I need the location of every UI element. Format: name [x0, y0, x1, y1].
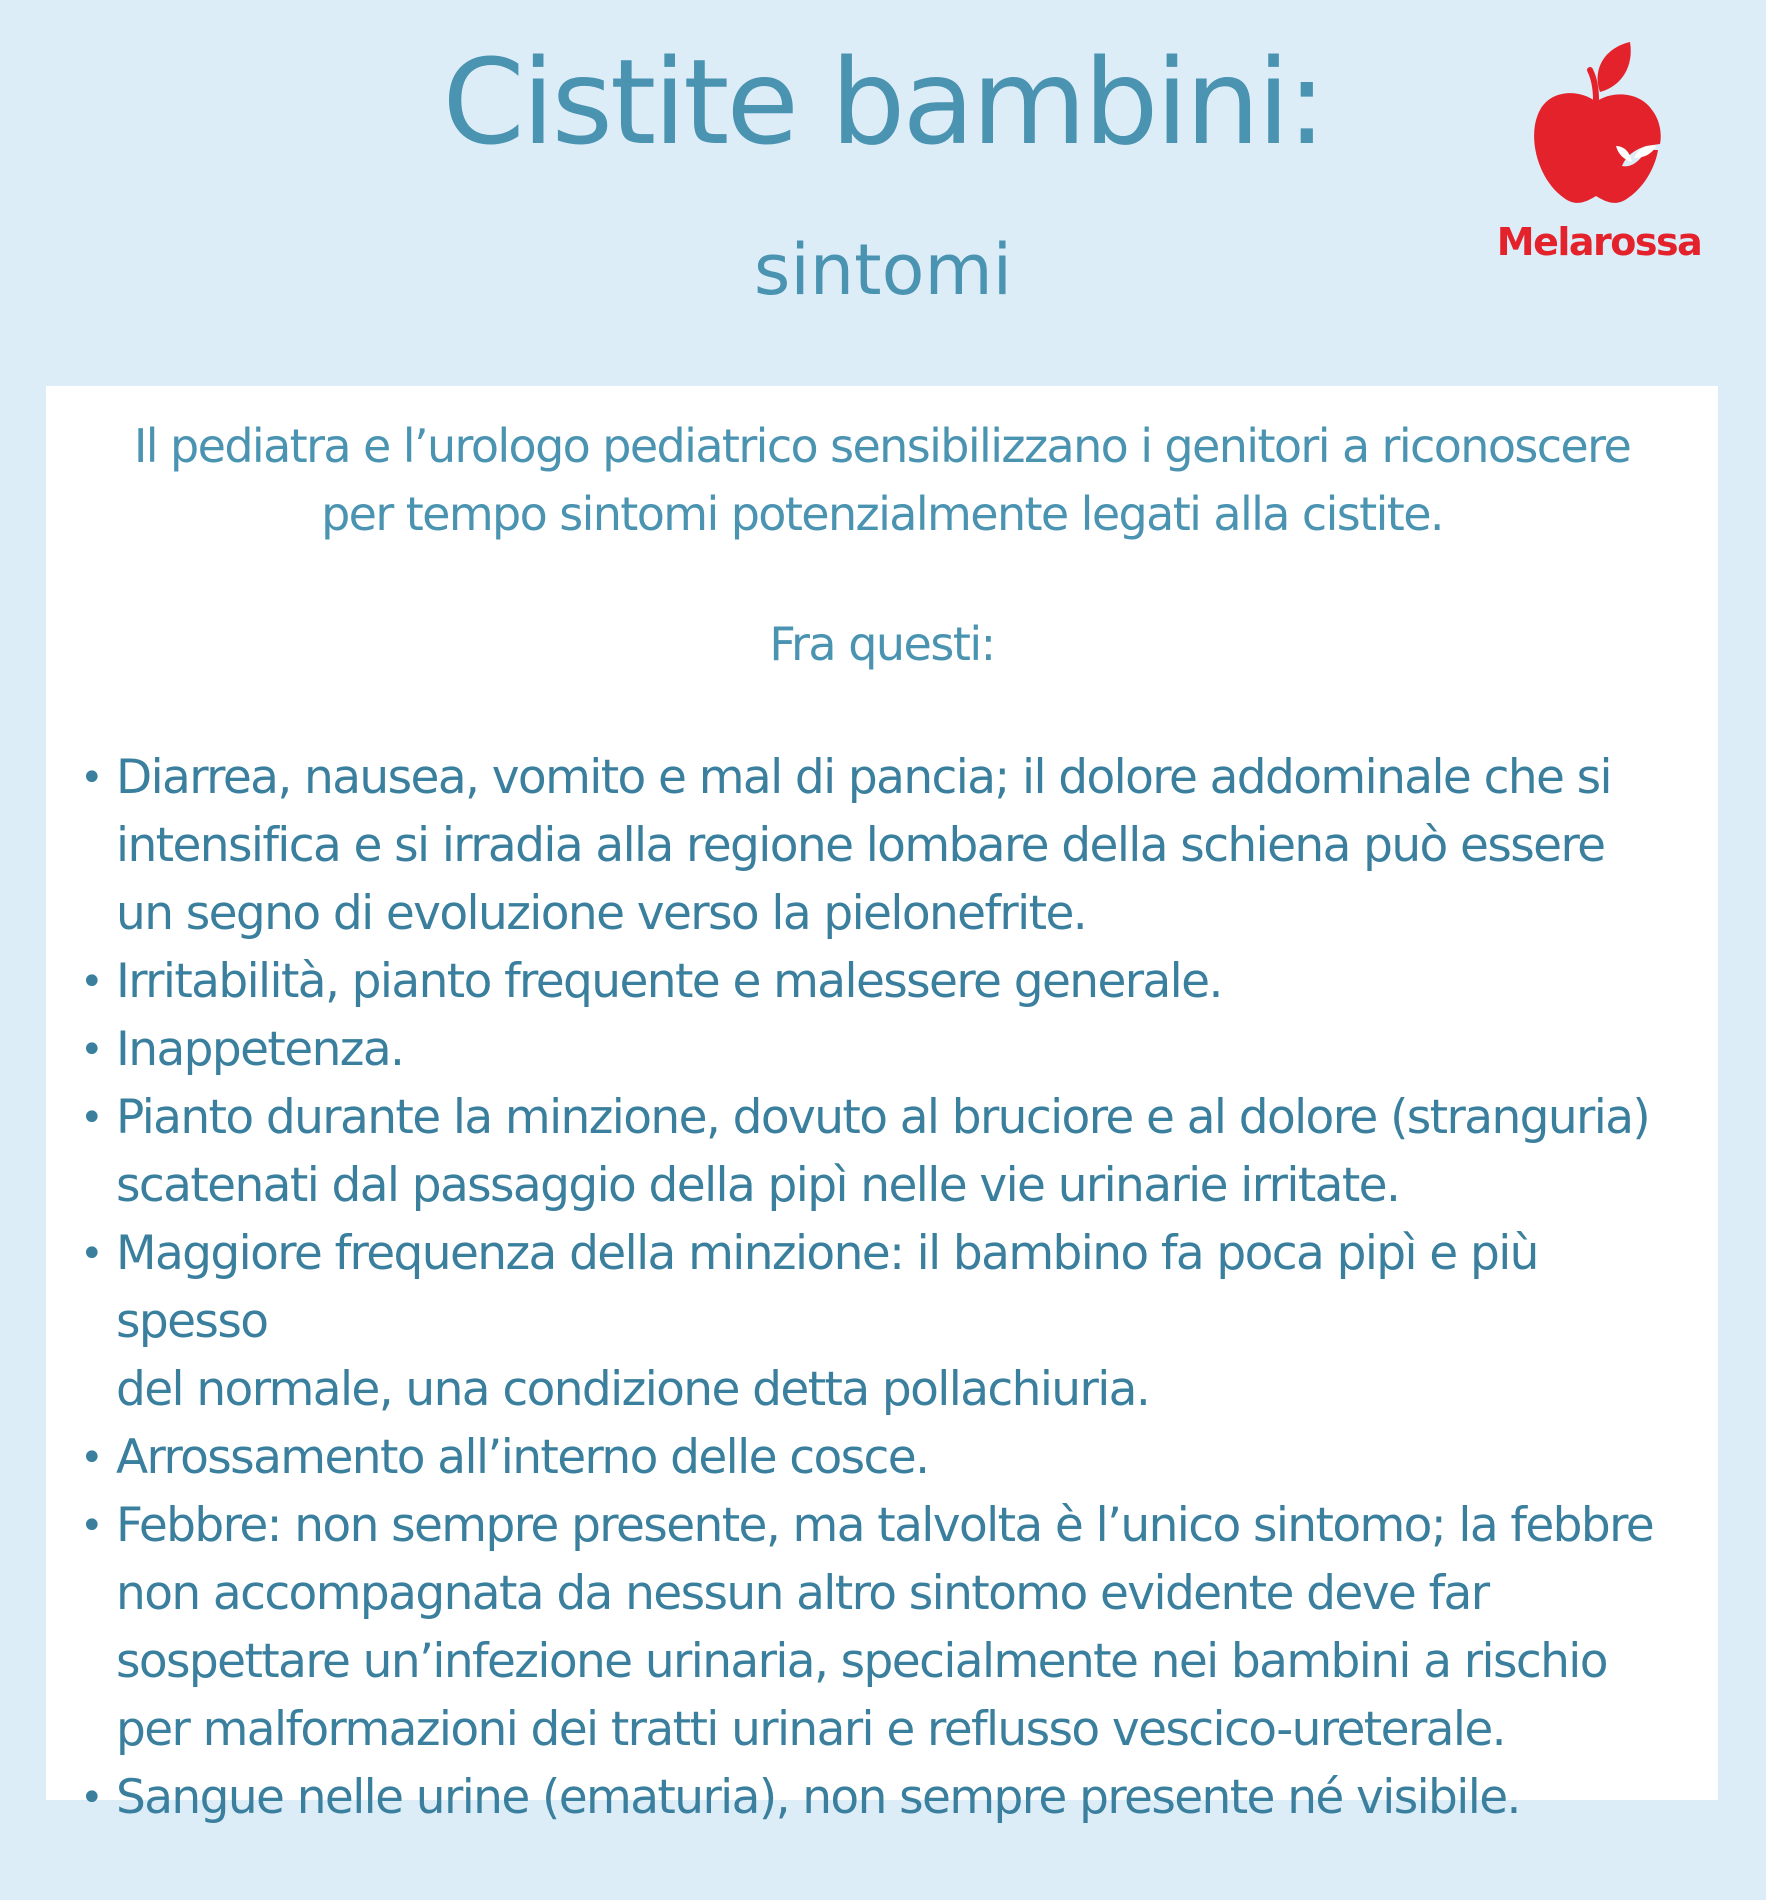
list-item-line: scatenati dal passaggio della pipì nelle vie urinarie irritate.: [116, 1158, 1400, 1213]
list-item: [80, 1424, 1700, 1492]
list-item-line: per malformazioni dei tratti urinari e reflusso vescico-ureterale.: [116, 1702, 1505, 1757]
list-item: [80, 948, 1700, 1016]
list-item-line: Sangue nelle urine (ematuria), non sempre presente né visibile.: [116, 1770, 1520, 1825]
list-item: [80, 1016, 1700, 1084]
list-item: [80, 1220, 1700, 1424]
bullet-icon: •: [80, 1095, 102, 1141]
list-item-line: Diarrea, nausea, vomito e mal di pancia; il dolore addominale che si: [116, 750, 1612, 805]
list-item-line: Inappetenza.: [116, 1022, 404, 1077]
intro-line: per tempo sintomi potenzialmente legati alla cistite.: [321, 487, 1443, 541]
apple-icon: [1530, 40, 1666, 210]
list-item-line: Febbre: non sempre presente, ma talvolta è l’unico sintomo; la febbre: [116, 1498, 1654, 1553]
list-item-line: del normale, una condizione detta pollachiuria.: [116, 1362, 1150, 1417]
brand-logo[interactable]: [1494, 40, 1704, 270]
page-subtitle: sintomi: [753, 229, 1013, 311]
bullet-icon: •: [80, 1435, 102, 1481]
symptom-list: [80, 744, 1700, 1832]
bullet-icon: •: [80, 1231, 102, 1277]
list-item: [80, 1492, 1700, 1764]
intro-line: Il pediatra e l’urologo pediatrico sensibilizzano i genitori a riconoscere: [133, 419, 1631, 473]
list-item-line: Arrossamento all’interno delle cosce.: [116, 1430, 929, 1485]
list-item-line: non accompagnata da nessun altro sintomo evidente deve far: [116, 1566, 1489, 1621]
list-item: [80, 1084, 1700, 1220]
bullet-icon: •: [80, 1775, 102, 1821]
bullet-icon: •: [80, 755, 102, 801]
list-item-line: sospettare un’infezione urinaria, specialmente nei bambini a rischio: [116, 1634, 1607, 1689]
list-item-line: Maggiore frequenza della minzione: il bambino fa poca pipì e più spesso: [116, 1226, 1538, 1349]
bullet-icon: •: [80, 1027, 102, 1073]
list-item-line: un segno di evoluzione verso la pielonefrite.: [116, 886, 1087, 941]
bullet-icon: •: [80, 1503, 102, 1549]
list-item-line: Irritabilità, pianto frequente e malessere generale.: [116, 954, 1222, 1009]
list-item-line: intensifica e si irradia alla regione lombare della schiena può essere: [116, 818, 1605, 873]
list-lead: Fra questi:: [769, 617, 995, 671]
symptoms-card: [46, 386, 1718, 1825]
intro-text: [76, 412, 1688, 548]
list-item: [80, 744, 1700, 948]
brand-name: Melarossa: [1496, 220, 1702, 264]
bullet-icon: •: [80, 959, 102, 1005]
list-item-line: Pianto durante la minzione, dovuto al bruciore e al dolore (stranguria): [116, 1090, 1650, 1145]
list-item: [80, 1764, 1700, 1832]
page-title: Cistite bambini:: [442, 33, 1324, 171]
